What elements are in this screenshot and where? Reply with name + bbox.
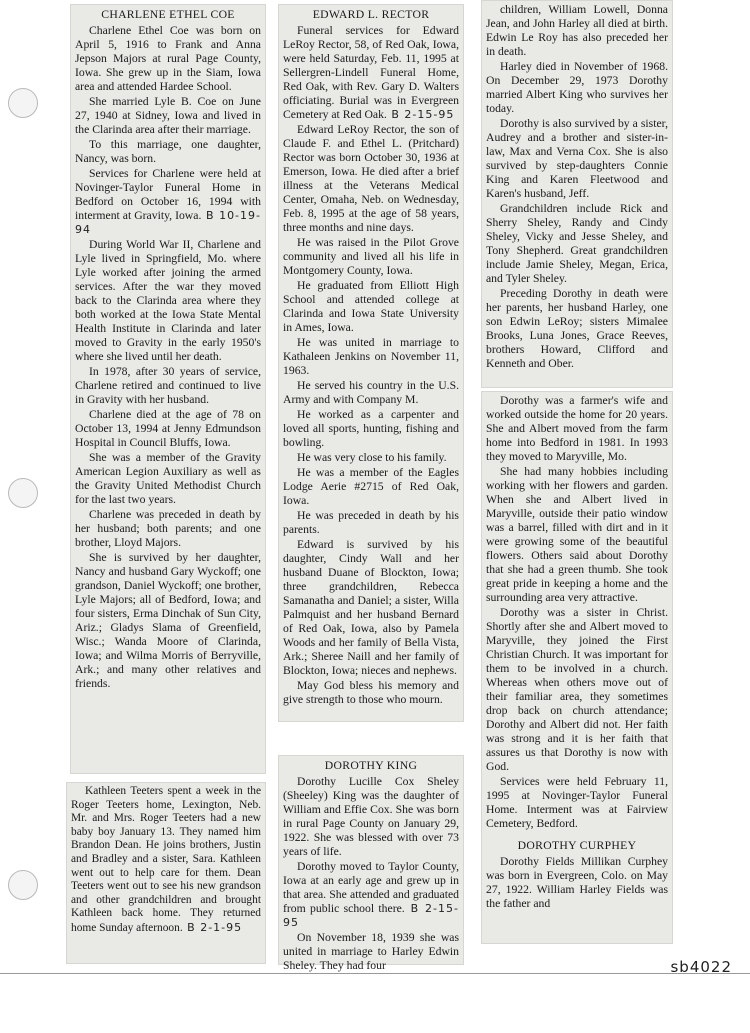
clipping-dorothy-king-services (481, 391, 673, 944)
clipping-dorothy-king (278, 755, 464, 972)
page-bottom-edge (0, 973, 750, 974)
paragraph: Services were held February 11, 1995 at Novinger-Taylor Funeral Home. Interment was at Fairview Cemetery, Bedford. (486, 775, 668, 830)
obituary-heading: EDWARD L. RECTOR (312, 8, 430, 21)
paragraph: During World War II, Charlene and Lyle lived in Springfield, Mo. where Lyle worked after joining the armed services. After the war they moved back to the Clarinda area where they both worked at the Iowa State Mental Health Institute in Clarinda and later moved to Gravity in the early 1950's where she lived until her death. (75, 238, 261, 363)
handwritten-date: B 10-19-94 (75, 209, 261, 236)
paragraph: She married Lyle B. Coe on June 27, 1940 at Sidney, Iowa and lived in the Clarinda area after their marriage. (75, 95, 261, 136)
paragraph: Kathleen Teeters spent a week in the Roger Teeters home, Lexington, Neb. Mr. and Mrs. Roger Teeters had a new baby boy January 13. They named him Brandon Dean. He joins brothers, Justin and Bradley and a sister, Sara. Kathleen went out to help care for them. Dean Teeters went out to see his new grandson and other grandchildren and brought Kathleen back home. They returned home Sunday afternoon. B 2-1-95 (71, 785, 261, 934)
paragraph: He graduated from Elliott High School and attended college at Clarinda and Iowa State University in Ames, Iowa. (283, 279, 459, 334)
obituary-body (75, 24, 261, 691)
obituary-body-curphey (486, 855, 668, 911)
obituary-heading: DOROTHY KING (324, 759, 418, 772)
paragraph: Edward LeRoy Rector, the son of Claude F. and Ethel L. (Pritchard) Rector was born October 30, 1936 at Emerson, Iowa. He died after a brief illness at the Veterans Medical Center, Omaha, Neb. on Wednesday, Feb. 8, 1995 at the age of 58 years, three months and nine days. (283, 123, 459, 234)
paragraph: Charlene Ethel Coe was born on April 5, 1916 to Frank and Anna Jepson Majors at rural Page County, Iowa. She grew up in the Siam, Iowa area and attended Hardee School. (75, 24, 261, 93)
obituary-heading: CHARLENE ETHEL COE (101, 8, 235, 21)
paragraph: Charlene died at the age of 78 on October 13, 1994 at Jenny Edmundson Hospital in Council Bluffs, Iowa. (75, 408, 261, 449)
binder-hole-top (8, 88, 38, 118)
obituary-body (283, 24, 459, 707)
handwritten-date: B 2-15-95 (283, 902, 459, 929)
paragraph: She had many hobbies including working with her flowers and garden. When she and Albert lived in Maryville, outside their patio window was a barrel, filled with dirt and in it were growing some of the beautiful flowers. Others said about Dorothy that she had a green thumb. She took great pride in keeping a home and the surrounding area very attractive. (486, 465, 668, 604)
paragraph: Grandchildren include Rick and Sherry Sheley, Randy and Cindy Sheley, Vicky and Jesse Sheley, and Tony Shepherd. Great grandchildren include Jamie Sheley, Megan, Erica, and Tyler Sheley. (486, 202, 668, 285)
paragraph: He was a member of the Eagles Lodge Aerie #2715 of Red Oak, Iowa. (283, 466, 459, 507)
paragraph: May God bless his memory and give strength to those who mourn. (283, 679, 459, 706)
paragraph: Services for Charlene were held at Novinger-Taylor Funeral Home in Bedford on October 16, 1994 with interment at Gravity, Iowa. B 10-19-94 (75, 167, 261, 236)
paragraph: Dorothy was a sister in Christ. Shortly after she and Albert moved to Maryville, they joined the First Christian Church. It was important for them to be involved in a church. Whereas when others move out of their familiar area, they sometimes drop back on church attendance; Dorothy and Albert did not. Her faith was strong and it is her faith that assures us that Dorothy is now with God. (486, 606, 668, 773)
paragraph: Charlene was preceded in death by her husband; both parents; and one brother, Lloyd Majors. (75, 508, 261, 549)
paragraph: On November 18, 1939 she was united in marriage to Harley Edwin Sheley. They had four (283, 931, 459, 972)
paragraph: He was raised in the Pilot Grove community and lived all his life in Montgomery County, Iowa. (283, 236, 459, 277)
paragraph: To this marriage, one daughter, Nancy, was born. (75, 138, 261, 165)
binder-hole-bottom (8, 870, 38, 900)
paragraph: Funeral services for Edward LeRoy Rector, 58, of Red Oak, Iowa, were held Saturday, Feb. 11, 1995 at Sellergren-Lindell Funeral Home, Red Oak, with Rev. Gary D. Walters officiating. Burial was in Evergreen Cemetery at Red Oak. B 2-15-95 (283, 24, 459, 121)
binder-hole-middle (8, 478, 38, 508)
paragraph: He was preceded in death by his parents. (283, 509, 459, 536)
obituary-body (486, 394, 668, 831)
page-code-handwritten: sb4022 (670, 958, 732, 976)
paragraph: Dorothy was a farmer's wife and worked outside the home for 20 years. She and Albert moved from the farm home into Bedford in 1981. In 1993 they moved to Maryville, Mo. (486, 394, 668, 463)
paragraph: He served his country in the U.S. Army and with Company M. (283, 379, 459, 406)
paragraph: children, William Lowell, Donna Jean, and John Harley all died at birth. Edwin Le Roy has also preceded her in death. (486, 3, 668, 58)
obituary-body (283, 775, 459, 973)
paragraph: Dorothy moved to Taylor County, Iowa at an early age and grew up in that area. She attended and graduated from public school there. B 2-15-95 (283, 860, 459, 929)
clipping-dorothy-king-continued (481, 0, 673, 388)
clipping-charlene-coe (70, 4, 266, 774)
paragraph: In 1978, after 30 years of service, Charlene retired and continued to live in Gravity with her husband. (75, 365, 261, 406)
paragraph: Harley died in November of 1968. On December 29, 1973 Dorothy married Albert King who survives her today. (486, 60, 668, 115)
paragraph: She is survived by her daughter, Nancy and husband Gary Wyckoff; one grandson, Daniel Wyckoff; one brother, Lyle Majors; all of Bedford, Iowa; and four sisters, Erma Dinchak of Sun City, Ariz.; Gladys Slama of Greenfield, Wisc.; Wanda Moore of Clarinda, Iowa; and Wilma Morris of Berryville, Ark.; and many other relatives and friends. (75, 551, 261, 690)
obituary-body (486, 3, 668, 371)
paragraph: Dorothy Lucille Cox Sheley (Sheeley) King was the daughter of William and Effie Cox. She was born in rural Page County on January 29, 1922. She was blessed with over 73 years of life. (283, 775, 459, 858)
handwritten-date: B 2-15-95 (386, 108, 455, 121)
clipping-edward-rector (278, 4, 464, 722)
news-item-body (71, 785, 261, 936)
obituary-heading-curphey: DOROTHY CURPHEY (517, 839, 637, 852)
paragraph: Preceding Dorothy in death were her parents, her husband Harley, one son Edwin LeRoy; sisters Mimalee Brooks, Luna Jones, Grace Reeves, brothers Howard, Clifford and Kenneth and Ober. (486, 287, 668, 370)
handwritten-date: B 2-1-95 (182, 920, 243, 934)
paragraph: Edward is survived by his daughter, Cindy Wall and her husband Duane of Blockton, Iowa; three grandchildren, Rebecca Samanatha and Daniel; a sister, Willa Palmquist and her husband Bernard of Red Oak, Iowa, also by Pamela Woods and her family of Bella Vista, Ark.; Sheree Naill and her family of Blockton, Iowa; nieces and nephews. (283, 538, 459, 677)
paragraph: He was united in marriage to Kathaleen Jenkins on November 11, 1963. (283, 336, 459, 377)
paragraph: Dorothy is also survived by a sister, Audrey and a brother and sister-in-law, Max and Verna Cox. She is also survived by step-daughters Connie King and Karen Fleetwood and Karen's husband, Jeff. (486, 117, 668, 200)
paragraph: Dorothy Fields Millikan Curphey was born in Evergreen, Colo. on May 27, 1922. William Harley Fields was the father and (486, 855, 668, 910)
clipping-kathleen-teeters (66, 782, 266, 964)
paragraph: He worked as a carpenter and loved all sports, hunting, fishing and bowling. (283, 408, 459, 449)
paragraph: He was very close to his family. (297, 451, 447, 464)
paragraph: She was a member of the Gravity American Legion Auxiliary as well as the Gravity United Methodist Church for the last two years. (75, 451, 261, 506)
